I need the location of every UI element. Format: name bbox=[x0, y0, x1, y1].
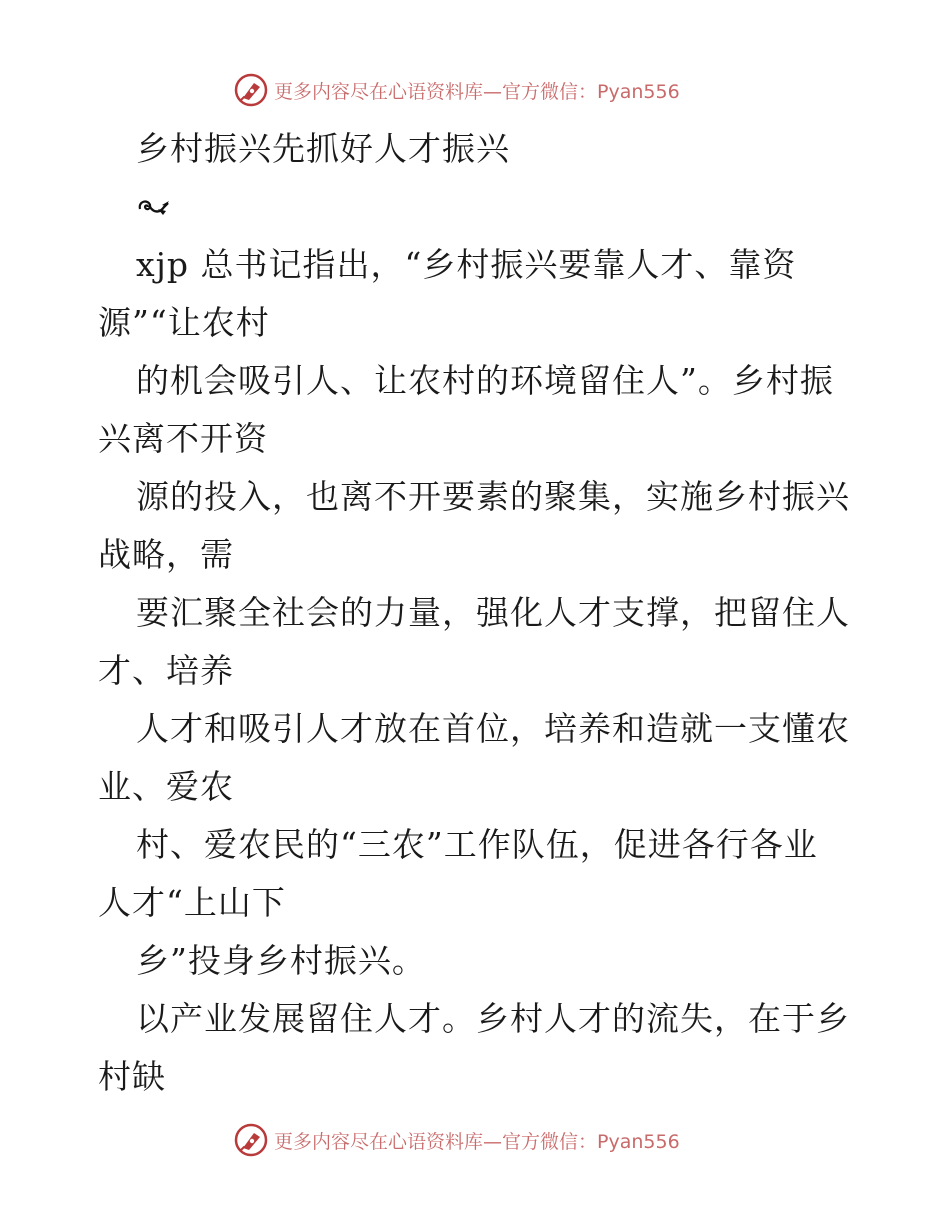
text-line: 源的投入，也离不开要素的聚集，实施乡村振兴 bbox=[136, 477, 850, 516]
text-line: 战略，需 bbox=[98, 535, 234, 574]
text-line: 村、爱农民的“三农”工作队伍，促进各行各业 bbox=[136, 825, 818, 864]
header-banner bbox=[234, 72, 714, 108]
text-line: 才、培养 bbox=[98, 651, 234, 690]
text-line: 源”“让农村 bbox=[98, 303, 270, 342]
text-line: 以产业发展留住人才。乡村人才的流失，在于乡 bbox=[136, 999, 850, 1038]
document-body bbox=[98, 120, 858, 1106]
pen-nib-logo-icon bbox=[234, 1123, 268, 1157]
text-line: xjp 总书记指出，“乡村振兴要靠人才、靠资 bbox=[136, 245, 797, 284]
swirl-ornament-icon bbox=[136, 195, 172, 219]
ornament-row bbox=[98, 178, 858, 236]
paragraph-lines bbox=[98, 236, 858, 1106]
pen-nib-logo-icon bbox=[234, 73, 268, 107]
text-line: 人才和吸引人才放在首位，培养和造就一支懂农 bbox=[136, 709, 850, 748]
text-line: 业、爱农 bbox=[98, 767, 234, 806]
text-line: 人才“上山下 bbox=[98, 883, 286, 922]
banner-text: 更多内容尽在心语资料库—官方微信：Pyan556 bbox=[274, 80, 680, 103]
text-line: 乡”投身乡村振兴。 bbox=[136, 941, 426, 980]
document-title: 乡村振兴先抓好人才振兴 bbox=[136, 129, 510, 168]
banner-text: 更多内容尽在心语资料库—官方微信：Pyan556 bbox=[274, 1130, 680, 1153]
text-line: 的机会吸引人、让农村的环境留住人”。乡村振 bbox=[136, 361, 834, 400]
footer-banner bbox=[234, 1122, 714, 1158]
text-line: 兴离不开资 bbox=[98, 419, 268, 458]
text-line: 村缺 bbox=[98, 1057, 166, 1096]
text-line: 要汇聚全社会的力量，强化人才支撑，把留住人 bbox=[136, 593, 850, 632]
